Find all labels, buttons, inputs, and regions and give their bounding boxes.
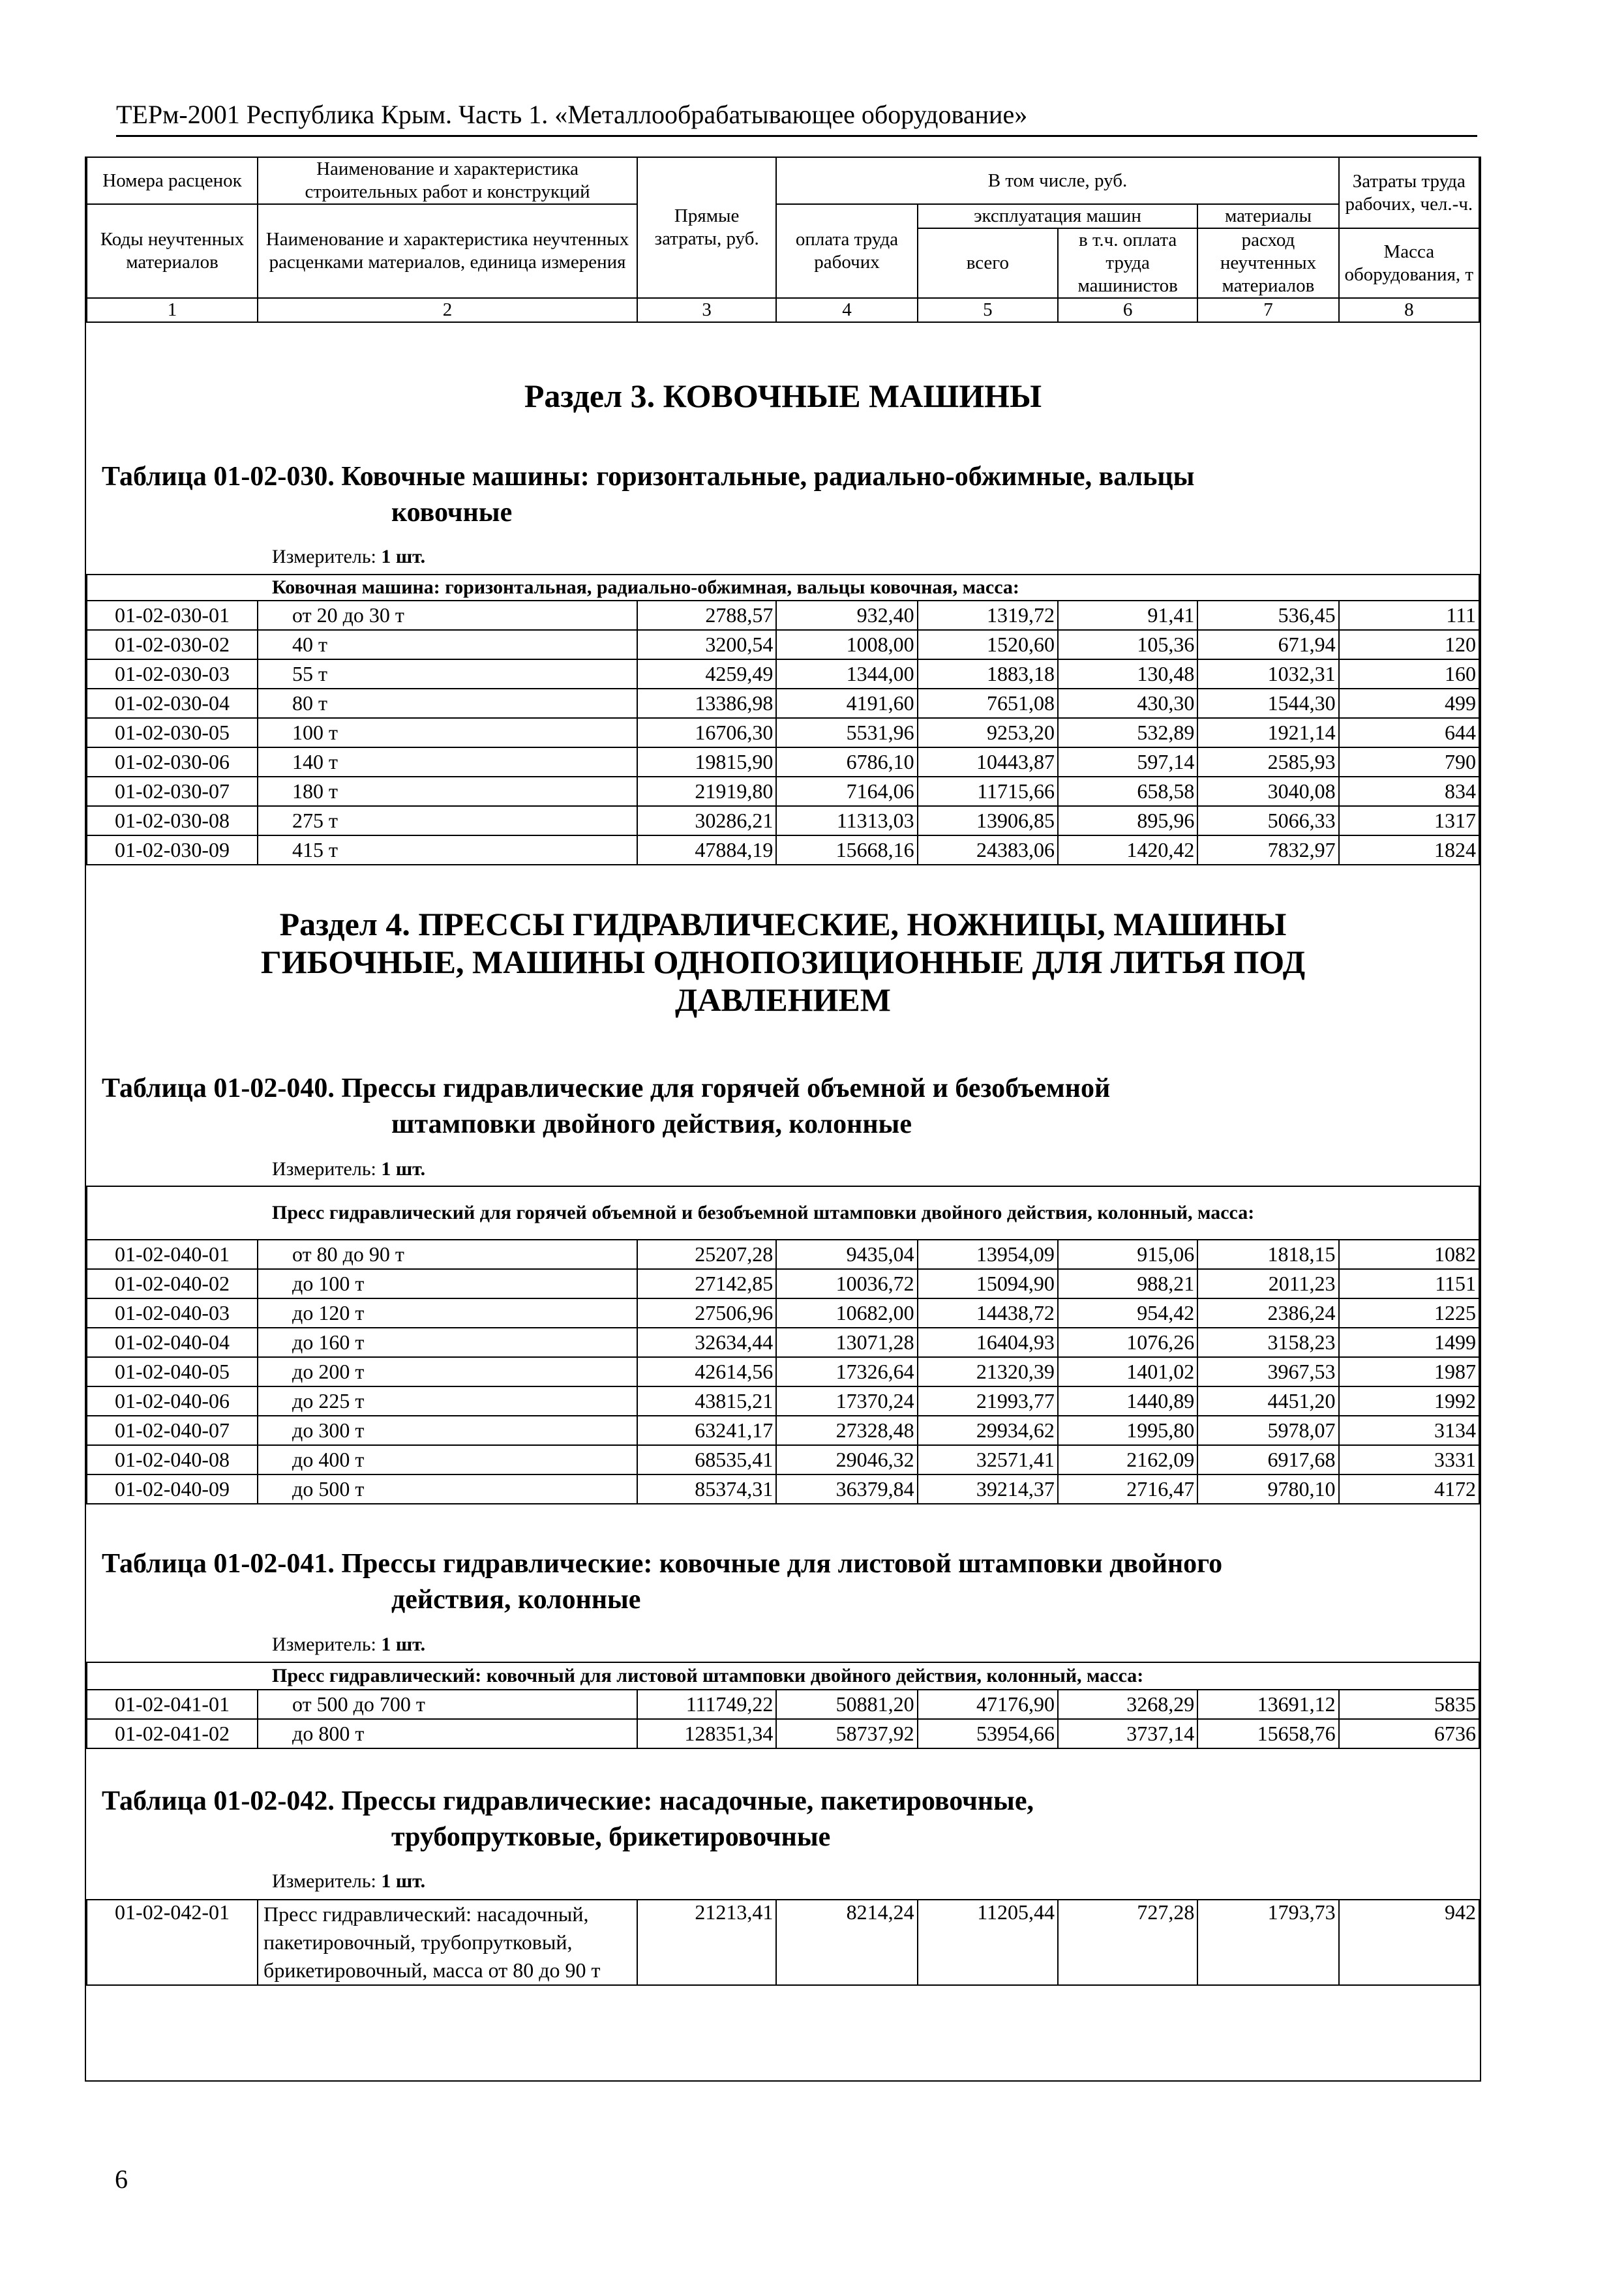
worker-wages: 1344,00: [776, 659, 917, 689]
rate-code: 01-02-030-03: [87, 659, 258, 689]
rate-name: 40 т: [258, 630, 637, 659]
rate-code: 01-02-041-01: [87, 1690, 258, 1719]
table-row: [87, 1416, 1479, 1445]
table-040-title: [102, 1071, 1465, 1143]
rate-name: до 225 т: [258, 1386, 637, 1416]
rate-name: от 500 до 700 т: [258, 1690, 637, 1719]
hdr-direct-costs: Прямые затраты, руб.: [637, 157, 776, 298]
machines-total: 24383,06: [918, 835, 1058, 865]
hdr-num: 6: [1058, 298, 1197, 322]
table-row: [87, 1386, 1479, 1416]
materials: 3967,53: [1197, 1357, 1338, 1386]
rate-name: 100 т: [258, 718, 637, 747]
machinist-wages: 597,14: [1058, 747, 1197, 777]
table-row: [87, 1328, 1479, 1357]
direct-costs: 27142,85: [637, 1269, 776, 1298]
materials: 5066,33: [1197, 806, 1338, 835]
labor-costs: 6736: [1339, 1719, 1479, 1748]
section-4-title-line1: Раздел 4. ПРЕССЫ ГИДРАВЛИЧЕСКИЕ, НОЖНИЦЫ, МАШИНЫ: [279, 906, 1287, 942]
table-row: [87, 1445, 1479, 1474]
rate-name: до 200 т: [258, 1357, 637, 1386]
table-030: [86, 574, 1480, 865]
rate-code: 01-02-040-02: [87, 1269, 258, 1298]
direct-costs: 4259,49: [637, 659, 776, 689]
hdr-name-top: Наименование и характеристика строительных работ и конструкций: [258, 157, 637, 204]
meter-label: Измеритель:: [272, 1870, 376, 1892]
rate-code: 01-02-040-01: [87, 1240, 258, 1269]
rate-code: 01-02-030-09: [87, 835, 258, 865]
machines-total: 13954,09: [918, 1240, 1058, 1269]
materials: 671,94: [1197, 630, 1338, 659]
table-041-title: [102, 1546, 1465, 1618]
worker-wages: 11313,03: [776, 806, 917, 835]
materials: 1818,15: [1197, 1240, 1338, 1269]
direct-costs: 32634,44: [637, 1328, 776, 1357]
table-040-group-heading: Пресс гидравлический для горячей объемной и безобъемной штамповки двойного действия, колонный, масса:: [87, 1186, 1479, 1240]
table-row: [87, 1474, 1479, 1504]
section-4-title-line3: ДАВЛЕНИЕМ: [675, 981, 891, 1018]
machines-total: 14438,72: [918, 1298, 1058, 1328]
worker-wages: 10682,00: [776, 1298, 917, 1328]
worker-wages: 9435,04: [776, 1240, 917, 1269]
hdr-num: 8: [1339, 298, 1479, 322]
labor-costs: 1151: [1339, 1269, 1479, 1298]
materials: 2386,24: [1197, 1298, 1338, 1328]
direct-costs: 27506,96: [637, 1298, 776, 1328]
table-040-title-line2: штамповки двойного действия, колонные: [391, 1109, 912, 1139]
rate-code: 01-02-030-04: [87, 689, 258, 718]
direct-costs: 21213,41: [637, 1900, 776, 1985]
hdr-labor-costs: Затраты труда рабочих, чел.-ч.: [1339, 157, 1479, 228]
table-041-meter: [272, 1634, 425, 1656]
materials: 4451,20: [1197, 1386, 1338, 1416]
materials: 1921,14: [1197, 718, 1338, 747]
machines-total: 7651,08: [918, 689, 1058, 718]
hdr-materials: материалы: [1197, 204, 1338, 228]
direct-costs: 85374,31: [637, 1474, 776, 1504]
table-040-title-line1: Таблица 01-02-040. Прессы гидравлические для горячей объемной и безобъемной: [102, 1073, 1111, 1103]
direct-costs: 42614,56: [637, 1357, 776, 1386]
meter-label: Измеритель:: [272, 1158, 376, 1180]
rate-name: 275 т: [258, 806, 637, 835]
section-4-title: [86, 905, 1480, 1019]
table-030-title-line2: ковочные: [391, 498, 513, 528]
materials: 1544,30: [1197, 689, 1338, 718]
meter-value: 1 шт.: [381, 1158, 426, 1180]
machines-total: 32571,41: [918, 1445, 1058, 1474]
machinist-wages: 1420,42: [1058, 835, 1197, 865]
machinist-wages: 430,30: [1058, 689, 1197, 718]
document-frame: [85, 157, 1481, 2082]
labor-costs: 1082: [1339, 1240, 1479, 1269]
rate-name: Пресс гидравлический: насадочный, пакетировочный, трубопрутковый, брикетировочный, масса от 80 до 90 т: [258, 1900, 637, 1985]
direct-costs: 21919,80: [637, 777, 776, 806]
machines-total: 1883,18: [918, 659, 1058, 689]
direct-costs: 13386,98: [637, 689, 776, 718]
rate-name: 415 т: [258, 835, 637, 865]
machinist-wages: 130,48: [1058, 659, 1197, 689]
hdr-machines-total: всего: [918, 228, 1058, 298]
header-rule: [116, 135, 1477, 137]
machines-total: 9253,20: [918, 718, 1058, 747]
table-row: [87, 1900, 1479, 1985]
rate-code: 01-02-030-05: [87, 718, 258, 747]
rate-code: 01-02-030-06: [87, 747, 258, 777]
hdr-name-bottom: Наименование и характеристика неучтенных расценками материалов, единица измерения: [258, 204, 637, 298]
labor-costs: 834: [1339, 777, 1479, 806]
labor-costs: 942: [1339, 1900, 1479, 1985]
hdr-num: 5: [918, 298, 1058, 322]
labor-costs: 1992: [1339, 1386, 1479, 1416]
hdr-num: 3: [637, 298, 776, 322]
materials: 1032,31: [1197, 659, 1338, 689]
column-header-table: [86, 157, 1480, 323]
rate-code: 01-02-040-05: [87, 1357, 258, 1386]
machinist-wages: 532,89: [1058, 718, 1197, 747]
rate-name: от 80 до 90 т: [258, 1240, 637, 1269]
table-row: [87, 1298, 1479, 1328]
hdr-codes-top: Номера расценок: [87, 157, 258, 204]
table-042: [86, 1899, 1480, 1986]
rate-name: 80 т: [258, 689, 637, 718]
labor-costs: 3331: [1339, 1445, 1479, 1474]
worker-wages: 8214,24: [776, 1900, 917, 1985]
section-4-title-line2: ГИБОЧНЫЕ, МАШИНЫ ОДНОПОЗИЦИОННЫЕ ДЛЯ ЛИТЬЯ ПОД: [260, 944, 1306, 980]
running-header: ТЕРм-2001 Республика Крым. Часть 1. «Металлообрабатывающее оборудование»: [116, 100, 1028, 129]
meter-value: 1 шт.: [381, 1870, 426, 1892]
materials: 1793,73: [1197, 1900, 1338, 1985]
machinist-wages: 1401,02: [1058, 1357, 1197, 1386]
table-042-title-line2: трубопрутковые, брикетировочные: [391, 1822, 831, 1852]
section-3-title: Раздел 3. КОВОЧНЫЕ МАШИНЫ: [524, 378, 1042, 414]
worker-wages: 17370,24: [776, 1386, 917, 1416]
hdr-wages: оплата труда рабочих: [776, 204, 917, 298]
rate-code: 01-02-041-02: [87, 1719, 258, 1748]
hdr-machinist-wages: в т.ч. оплата труда машинистов: [1058, 228, 1197, 298]
labor-costs: 5835: [1339, 1690, 1479, 1719]
rate-code: 01-02-040-06: [87, 1386, 258, 1416]
labor-costs: 4172: [1339, 1474, 1479, 1504]
rate-code: 01-02-040-08: [87, 1445, 258, 1474]
labor-costs: 160: [1339, 659, 1479, 689]
labor-costs: 790: [1339, 747, 1479, 777]
labor-costs: 3134: [1339, 1416, 1479, 1445]
hdr-unaccounted-materials: расход неучтенных материалов: [1197, 228, 1338, 298]
rate-code: 01-02-040-09: [87, 1474, 258, 1504]
table-row: [87, 630, 1479, 659]
table-030-group-heading: Ковочная машина: горизонтальная, радиально-обжимная, вальцы ковочная, масса:: [87, 575, 1479, 601]
materials: 3158,23: [1197, 1328, 1338, 1357]
direct-costs: 2788,57: [637, 601, 776, 630]
table-row: [87, 835, 1479, 865]
machines-total: 21320,39: [918, 1357, 1058, 1386]
direct-costs: 111749,22: [637, 1690, 776, 1719]
labor-costs: 1317: [1339, 806, 1479, 835]
machines-total: 1520,60: [918, 630, 1058, 659]
materials: 2011,23: [1197, 1269, 1338, 1298]
machinist-wages: 2162,09: [1058, 1445, 1197, 1474]
table-042-title-line1: Таблица 01-02-042. Прессы гидравлические: насадочные, пакетировочные,: [102, 1786, 1034, 1816]
rate-name: до 500 т: [258, 1474, 637, 1504]
materials: 536,45: [1197, 601, 1338, 630]
machines-total: 13906,85: [918, 806, 1058, 835]
rate-code: 01-02-040-07: [87, 1416, 258, 1445]
rate-name: до 160 т: [258, 1328, 637, 1357]
machines-total: 29934,62: [918, 1416, 1058, 1445]
machines-total: 1319,72: [918, 601, 1058, 630]
machinist-wages: 915,06: [1058, 1240, 1197, 1269]
rate-code: 01-02-042-01: [87, 1900, 258, 1985]
table-041-group-heading: Пресс гидравлический: ковочный для листовой штамповки двойного действия, колонный, масса:: [87, 1662, 1479, 1690]
machinist-wages: 105,36: [1058, 630, 1197, 659]
table-042-meter: [272, 1870, 425, 1893]
rate-name: до 100 т: [258, 1269, 637, 1298]
direct-costs: 30286,21: [637, 806, 776, 835]
table-030-title: [102, 459, 1465, 531]
machines-total: 39214,37: [918, 1474, 1058, 1504]
table-040: [86, 1186, 1480, 1504]
table-row: [87, 806, 1479, 835]
rate-name: 140 т: [258, 747, 637, 777]
meter-label: Измеритель:: [272, 1634, 376, 1655]
rate-code: 01-02-040-04: [87, 1328, 258, 1357]
direct-costs: 43815,21: [637, 1386, 776, 1416]
hdr-num: 4: [776, 298, 917, 322]
meter-label: Измеритель:: [272, 546, 376, 567]
rate-name: до 400 т: [258, 1445, 637, 1474]
rate-code: 01-02-030-07: [87, 777, 258, 806]
machinist-wages: 3737,14: [1058, 1719, 1197, 1748]
machines-total: 53954,66: [918, 1719, 1058, 1748]
worker-wages: 29046,32: [776, 1445, 917, 1474]
table-row: [87, 1357, 1479, 1386]
worker-wages: 4191,60: [776, 689, 917, 718]
hdr-equipment-mass: Масса оборудования, т: [1339, 228, 1479, 298]
table-041: [86, 1662, 1480, 1749]
machinist-wages: 1440,89: [1058, 1386, 1197, 1416]
direct-costs: 68535,41: [637, 1445, 776, 1474]
table-030-meter: [272, 546, 425, 568]
machines-total: 10443,87: [918, 747, 1058, 777]
machines-total: 16404,93: [918, 1328, 1058, 1357]
machinist-wages: 3268,29: [1058, 1690, 1197, 1719]
table-030-title-line1: Таблица 01-02-030. Ковочные машины: горизонтальные, радиально-обжимные, вальцы: [102, 462, 1195, 492]
direct-costs: 25207,28: [637, 1240, 776, 1269]
worker-wages: 27328,48: [776, 1416, 917, 1445]
table-041-title-line2: действия, колонные: [391, 1585, 641, 1615]
worker-wages: 5531,96: [776, 718, 917, 747]
direct-costs: 128351,34: [637, 1719, 776, 1748]
worker-wages: 1008,00: [776, 630, 917, 659]
table-row: [87, 601, 1479, 630]
table-row: [87, 659, 1479, 689]
materials: 3040,08: [1197, 777, 1338, 806]
meter-value: 1 шт.: [381, 546, 426, 567]
rate-code: 01-02-030-08: [87, 806, 258, 835]
hdr-codes-bottom: Коды неучтенных материалов: [87, 204, 258, 298]
labor-costs: 1225: [1339, 1298, 1479, 1328]
labor-costs: 1824: [1339, 835, 1479, 865]
table-041-title-line1: Таблица 01-02-041. Прессы гидравлические: ковочные для листовой штамповки двойного: [102, 1549, 1223, 1579]
labor-costs: 1987: [1339, 1357, 1479, 1386]
machinist-wages: 658,58: [1058, 777, 1197, 806]
page-number: 6: [115, 2164, 128, 2194]
direct-costs: 16706,30: [637, 718, 776, 747]
worker-wages: 17326,64: [776, 1357, 917, 1386]
rate-name: 55 т: [258, 659, 637, 689]
worker-wages: 36379,84: [776, 1474, 917, 1504]
machinist-wages: 2716,47: [1058, 1474, 1197, 1504]
table-row: [87, 777, 1479, 806]
table-row: [87, 1719, 1479, 1748]
direct-costs: 3200,54: [637, 630, 776, 659]
machinist-wages: 1076,26: [1058, 1328, 1197, 1357]
table-040-meter: [272, 1158, 425, 1180]
materials: 2585,93: [1197, 747, 1338, 777]
table-row: [87, 747, 1479, 777]
table-row: [87, 1240, 1479, 1269]
labor-costs: 644: [1339, 718, 1479, 747]
machinist-wages: 954,42: [1058, 1298, 1197, 1328]
materials: 7832,97: [1197, 835, 1338, 865]
rate-name: до 120 т: [258, 1298, 637, 1328]
materials: 13691,12: [1197, 1690, 1338, 1719]
labor-costs: 111: [1339, 601, 1479, 630]
table-row: [87, 1269, 1479, 1298]
materials: 6917,68: [1197, 1445, 1338, 1474]
machinist-wages: 1995,80: [1058, 1416, 1197, 1445]
machines-total: 21993,77: [918, 1386, 1058, 1416]
rate-code: 01-02-030-02: [87, 630, 258, 659]
table-row: [87, 1690, 1479, 1719]
table-row: [87, 718, 1479, 747]
machines-total: 11205,44: [918, 1900, 1058, 1985]
table-row: [87, 689, 1479, 718]
labor-costs: 1499: [1339, 1328, 1479, 1357]
hdr-num: 7: [1197, 298, 1338, 322]
labor-costs: 120: [1339, 630, 1479, 659]
direct-costs: 47884,19: [637, 835, 776, 865]
worker-wages: 13071,28: [776, 1328, 917, 1357]
hdr-num: 2: [258, 298, 637, 322]
direct-costs: 63241,17: [637, 1416, 776, 1445]
rate-name: до 300 т: [258, 1416, 637, 1445]
worker-wages: 7164,06: [776, 777, 917, 806]
machines-total: 15094,90: [918, 1269, 1058, 1298]
rate-name: до 800 т: [258, 1719, 637, 1748]
machinist-wages: 895,96: [1058, 806, 1197, 835]
materials: 9780,10: [1197, 1474, 1338, 1504]
materials: 15658,76: [1197, 1719, 1338, 1748]
meter-value: 1 шт.: [381, 1634, 426, 1655]
materials: 5978,07: [1197, 1416, 1338, 1445]
hdr-including: В том числе, руб.: [776, 157, 1338, 204]
rate-name: 180 т: [258, 777, 637, 806]
worker-wages: 932,40: [776, 601, 917, 630]
machinist-wages: 988,21: [1058, 1269, 1197, 1298]
hdr-num: 1: [87, 298, 258, 322]
worker-wages: 6786,10: [776, 747, 917, 777]
worker-wages: 15668,16: [776, 835, 917, 865]
labor-costs: 499: [1339, 689, 1479, 718]
machines-total: 11715,66: [918, 777, 1058, 806]
machinist-wages: 91,41: [1058, 601, 1197, 630]
worker-wages: 10036,72: [776, 1269, 917, 1298]
worker-wages: 58737,92: [776, 1719, 917, 1748]
hdr-machines: эксплуатация машин: [918, 204, 1198, 228]
machines-total: 47176,90: [918, 1690, 1058, 1719]
worker-wages: 50881,20: [776, 1690, 917, 1719]
rate-code: 01-02-030-01: [87, 601, 258, 630]
table-042-title: [102, 1784, 1465, 1855]
rate-code: 01-02-040-03: [87, 1298, 258, 1328]
rate-name: от 20 до 30 т: [258, 601, 637, 630]
machinist-wages: 727,28: [1058, 1900, 1197, 1985]
direct-costs: 19815,90: [637, 747, 776, 777]
